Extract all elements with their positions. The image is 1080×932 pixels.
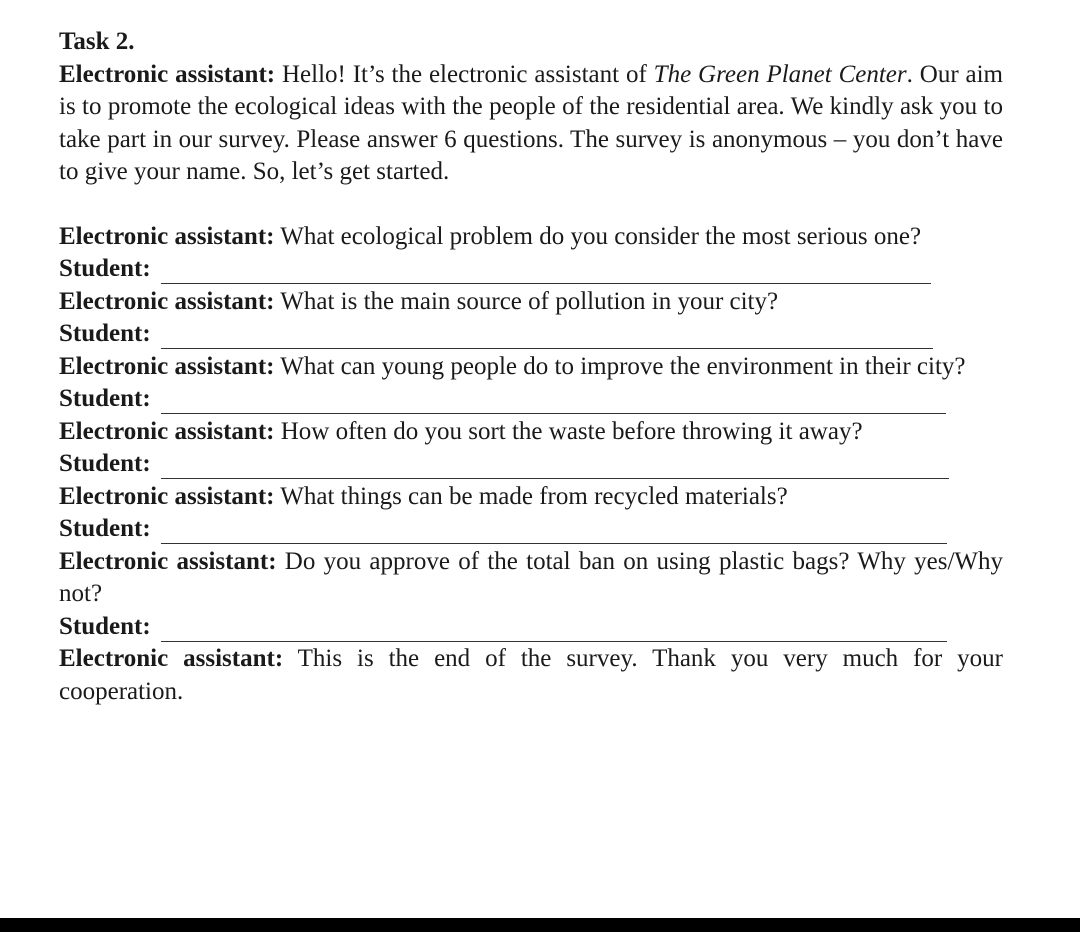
intro-paragraph bbox=[59, 59, 1003, 189]
speaker-label-assistant: Electronic assistant: bbox=[59, 547, 277, 575]
speaker-label-assistant: Electronic assistant: bbox=[59, 60, 276, 88]
center-name: The Green Planet Center bbox=[653, 60, 907, 88]
speaker-label-assistant: Electronic assistant: bbox=[59, 352, 275, 380]
question-text: What things can be made from recycled materials? bbox=[274, 482, 788, 510]
document-page bbox=[59, 26, 1003, 708]
speaker-label-student: Student: bbox=[59, 320, 151, 347]
question-4 bbox=[59, 416, 1003, 449]
speaker-label-student: Student: bbox=[59, 255, 151, 282]
answer-blank-2[interactable] bbox=[161, 347, 933, 349]
intro-text-2: . Our aim is to promote the ecological ideas with the people of the residential area. We kindly ask you to take part in our survey. Please answer 6 questions. The survey is anonymous – you don’t have to give your name. So, let’s get started. bbox=[59, 60, 1003, 185]
speaker-label-student: Student: bbox=[59, 612, 151, 640]
speaker-label-assistant: Electronic assistant: bbox=[59, 222, 275, 250]
question-text: How often do you sort the waste before throwing it away? bbox=[274, 417, 863, 445]
paragraph-gap bbox=[59, 189, 1003, 221]
answer-blank-4[interactable] bbox=[161, 477, 949, 479]
closing-text: This is the end of the survey. Thank you very much for your cooperation. bbox=[59, 645, 1003, 705]
speaker-label-assistant: Electronic assistant: bbox=[59, 482, 275, 510]
question-text: What can young people do to improve the environment in their city? bbox=[274, 352, 966, 380]
answer-row-6 bbox=[59, 611, 1003, 644]
answer-row-5 bbox=[59, 513, 1003, 546]
answer-blank-3[interactable] bbox=[161, 412, 946, 414]
answer-blank-6[interactable] bbox=[161, 640, 947, 642]
answer-row-4 bbox=[59, 448, 1003, 481]
question-2 bbox=[59, 286, 1003, 319]
speaker-label-assistant: Electronic assistant: bbox=[59, 287, 275, 315]
question-5 bbox=[59, 481, 1003, 514]
speaker-label-student: Student: bbox=[59, 515, 151, 542]
question-6 bbox=[59, 546, 1003, 611]
answer-row-2 bbox=[59, 318, 1003, 351]
bottom-black-bar bbox=[0, 918, 1080, 932]
speaker-label-student: Student: bbox=[59, 385, 151, 412]
task-title: Task 2. bbox=[59, 28, 135, 55]
question-text: Do you approve of the total ban on using plastic bags? Why yes/Why not? bbox=[59, 547, 1003, 607]
speaker-label-assistant: Electronic assistant: bbox=[59, 417, 275, 445]
question-text: What ecological problem do you consider the most serious one? bbox=[274, 222, 922, 250]
answer-blank-5[interactable] bbox=[161, 542, 947, 544]
answer-row-3 bbox=[59, 383, 1003, 416]
question-text: What is the main source of pollution in your city? bbox=[274, 287, 779, 315]
answer-row-1 bbox=[59, 253, 1003, 286]
question-1 bbox=[59, 221, 1003, 254]
intro-text-1: Hello! It’s the electronic assistant of bbox=[275, 60, 654, 88]
answer-blank-1[interactable] bbox=[161, 282, 931, 284]
speaker-label-student: Student: bbox=[59, 450, 151, 477]
question-3 bbox=[59, 351, 1003, 384]
closing-paragraph bbox=[59, 643, 1003, 708]
speaker-label-assistant: Electronic assistant: bbox=[59, 645, 284, 672]
